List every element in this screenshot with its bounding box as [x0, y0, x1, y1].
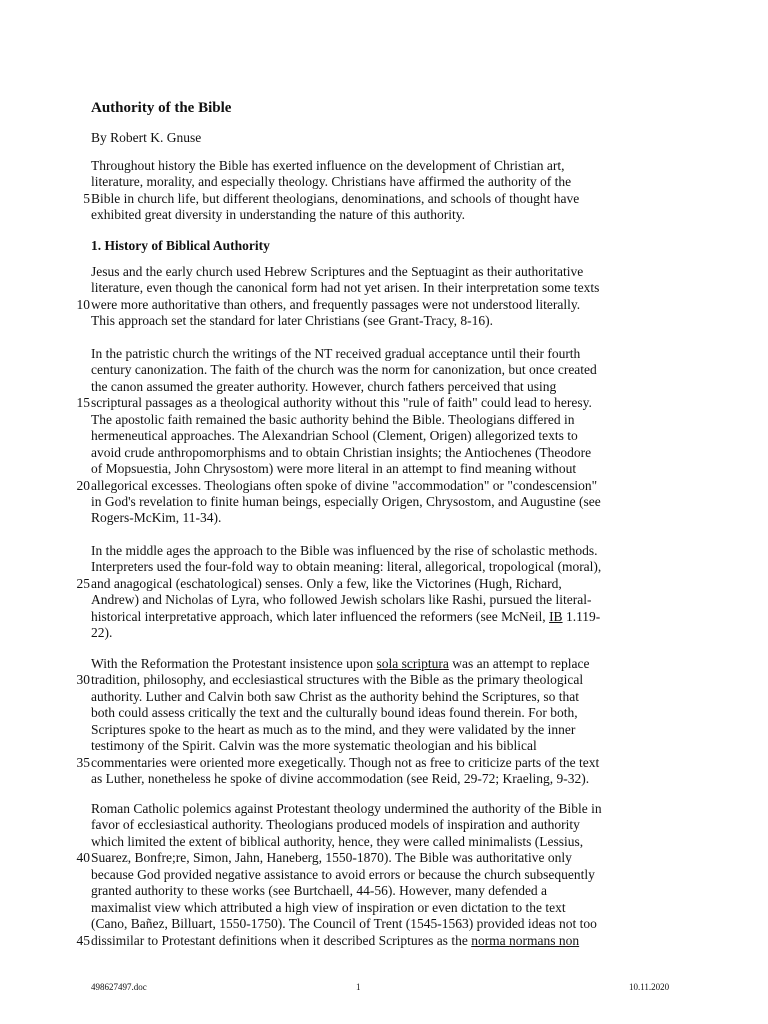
line-text-segment: allegorical excesses. Theologians often spoke of divine "accommodation" or "condescension"	[91, 477, 598, 493]
line-text-segment: in God's revelation to finite human beings, especially Origen, Chrysostom, and Augustine (see	[91, 493, 601, 509]
text-line	[0, 478, 768, 494]
line-text	[91, 510, 221, 526]
line-text	[91, 801, 602, 817]
line-text-segment: and anagogical (eschatological) senses. Only a few, like the Victorines (Hugh, Richard,	[91, 575, 562, 591]
line-text-segment: maximalist view which attributed a high view of inspiration or even dictation to the text	[91, 899, 566, 915]
line-text-segment: commentaries were oriented more exegetically. Though not as free to criticize parts of the text	[91, 754, 600, 770]
text-line	[0, 313, 768, 329]
line-text-segment: authority. Luther and Calvin both saw Christ as the authority behind the Scriptures, so that	[91, 688, 580, 704]
text-line	[0, 379, 768, 395]
paragraph-early-church	[0, 264, 768, 330]
text-line	[0, 559, 768, 575]
line-text-segment: the canon assumed the greater authority. However, church fathers perceived that using	[91, 378, 557, 394]
line-text	[91, 609, 600, 625]
line-text-segment: (Cano, Bañez, Billuart, 1550-1750). The Council of Trent (1545-1563) provided ideas not too	[91, 916, 597, 932]
text-line	[0, 280, 768, 296]
line-text	[91, 738, 537, 754]
line-text-segment: literature, morality, and especially theology. Christians have affirmed the authority of the	[91, 174, 572, 190]
document-title: Authority of the Bible	[91, 100, 232, 116]
text-line	[0, 461, 768, 477]
text-line	[0, 174, 768, 190]
line-text	[91, 191, 579, 207]
text-line	[0, 543, 768, 559]
text-line	[0, 207, 768, 223]
line-text-segment: Bible in church life, but different theologians, denominations, and schools of thought have	[91, 190, 580, 206]
text-line	[0, 801, 768, 817]
line-text-segment: dissimilar to Protestant definitions when it described Scriptures as the	[91, 932, 472, 948]
line-text	[91, 834, 583, 850]
line-text-segment: which limited the extent of biblical authority, hence, they were called minimalists (Lessius,	[91, 833, 584, 849]
line-text-segment: were more authoritative than others, and frequently passages were not understood literally.	[91, 296, 581, 312]
line-text	[91, 280, 599, 296]
line-text	[91, 916, 597, 932]
line-text	[91, 867, 595, 883]
line-text-segment: 1.119-	[562, 608, 601, 624]
text-line	[0, 494, 768, 510]
line-text-segment: In the middle ages the approach to the Bible was influenced by the rise of scholastic methods.	[91, 543, 598, 558]
line-text	[91, 313, 493, 329]
line-text-segment: Roman Catholic polemics against Protestant theology undermined the authority of the Bible in	[91, 801, 602, 816]
text-line	[0, 834, 768, 850]
line-text	[91, 883, 547, 899]
line-text-segment: was an attempt to replace	[448, 656, 590, 671]
text-line	[0, 916, 768, 932]
text-line	[0, 576, 768, 592]
line-text	[91, 771, 589, 787]
line-text-segment: of Mopsuestia, John Chrysostom) were more literal in an attempt to find meaning without	[91, 461, 577, 477]
line-text-segment: This approach set the standard for later Christians (see Grant-Tracy, 8-16).	[91, 313, 494, 329]
line-text-segment: because God provided negative assistance to avoid errors or because the church subsequently	[91, 866, 595, 882]
line-text	[91, 722, 575, 738]
line-text	[91, 362, 597, 378]
line-number: 35	[76, 754, 90, 770]
line-text-segment: granted authority to these works (see Burtchaell, 44-56). However, many defended a	[91, 883, 548, 899]
underlined-term: IB	[549, 608, 563, 624]
text-line	[0, 428, 768, 444]
line-text	[91, 412, 575, 428]
text-line	[0, 933, 768, 949]
text-line	[0, 510, 768, 526]
text-line	[0, 395, 768, 411]
line-text	[91, 689, 579, 705]
text-line	[0, 850, 768, 866]
line-text	[91, 346, 580, 362]
line-text	[91, 297, 580, 313]
text-line	[0, 625, 768, 641]
paragraph-middle-ages	[0, 543, 768, 642]
text-line	[0, 738, 768, 754]
line-text-segment: historical interpretative approach, which later influenced the reformers (see McNeil,	[91, 608, 550, 624]
line-text	[91, 900, 566, 916]
text-line	[0, 705, 768, 721]
line-text	[91, 395, 592, 411]
paragraph-reformation	[0, 656, 768, 788]
underlined-term: sola scriptura	[376, 656, 449, 671]
line-text-segment: scriptural passages as a theological authority without this "rule of faith" could lead to heresy.	[91, 395, 592, 411]
line-text-segment: In the patristic church the writings of the NT received gradual acceptance until their fourth	[91, 346, 581, 361]
footer-page-number: 1	[356, 982, 361, 992]
line-text-segment: literature, even though the canonical form had not yet arisen. In their interpretation some texts	[91, 280, 600, 296]
text-line	[0, 346, 768, 362]
byline: By Robert K. Gnuse	[91, 130, 202, 145]
line-text-segment: hermeneutical approaches. The Alexandrian School (Clement, Origen) allegorized texts to	[91, 428, 578, 444]
line-text	[91, 817, 580, 833]
line-number: 15	[76, 395, 90, 411]
line-text	[91, 672, 583, 688]
text-line	[0, 362, 768, 378]
text-line	[0, 722, 768, 738]
text-line	[0, 771, 768, 787]
line-text	[91, 445, 591, 461]
line-text	[91, 428, 578, 444]
paragraph-patristic	[0, 346, 768, 527]
paragraph-roman-catholic	[0, 801, 768, 949]
line-number: 10	[76, 296, 90, 312]
line-text-segment: Andrew) and Nicholas of Lyra, who followed Jewish scholars like Rashi, pursued the literal-	[91, 592, 592, 608]
section-heading: 1. History of Biblical Authority	[91, 238, 270, 253]
text-line	[0, 867, 768, 883]
text-line	[0, 883, 768, 899]
line-text	[91, 656, 589, 672]
line-text-segment: 22).	[91, 625, 113, 641]
line-text-segment: The apostolic faith remained the basic authority behind the Bible. Theologians differed in	[91, 411, 575, 427]
line-text-segment: avoid crude anthropomorphisms and to obtain Christian insights; the Antiochenes (Theodore	[91, 444, 592, 460]
line-text-segment: Throughout history the Bible has exerted influence on the development of Christian art,	[91, 158, 565, 173]
line-text-segment: Suarez, Bonfre;re, Simon, Jahn, Haneberg, 1550-1870). The Bible was authoritative only	[91, 850, 572, 866]
line-text	[91, 158, 565, 174]
line-text-segment: favor of ecclesiastical authority. Theologians produced models of inspiration and authority	[91, 817, 580, 833]
line-text-segment: tradition, philosophy, and ecclesiastical structures with the Bible as the primary theological	[91, 672, 584, 688]
line-text	[91, 755, 599, 771]
line-number: 30	[76, 672, 90, 688]
line-number: 40	[76, 850, 90, 866]
line-text	[91, 543, 597, 559]
line-text	[91, 850, 572, 866]
line-number: 5	[83, 190, 90, 206]
text-line	[0, 755, 768, 771]
line-text-segment: both could assess critically the text and the culturally bound ideas found therein. For both,	[91, 705, 578, 721]
line-text	[91, 705, 578, 721]
line-text	[91, 379, 556, 395]
line-text-segment: Jesus and the early church used Hebrew Scriptures and the Septuagint as their authoritative	[91, 264, 584, 279]
line-text	[91, 576, 562, 592]
line-text	[91, 559, 601, 575]
text-line	[0, 689, 768, 705]
text-line	[0, 297, 768, 313]
line-text-segment: testimony of the Spirit. Calvin was the more systematic theologian and his biblical	[91, 738, 537, 754]
line-text-segment: Scriptures spoke to the heart as much as to the mind, and they were validated by the inner	[91, 721, 576, 737]
line-text	[91, 494, 601, 510]
text-line	[0, 158, 768, 174]
line-text-segment: With the Reformation the Protestant insistence upon	[91, 656, 377, 671]
line-text	[91, 625, 112, 641]
underlined-term: norma normans non	[471, 932, 580, 948]
text-line	[0, 656, 768, 672]
text-line	[0, 900, 768, 916]
line-text	[91, 264, 583, 280]
footer-filename: 498627497.doc	[91, 982, 147, 992]
line-text	[91, 478, 597, 494]
line-text	[91, 461, 576, 477]
text-line	[0, 817, 768, 833]
footer-date: 10.11.2020	[629, 982, 670, 992]
line-text-segment: as Luther, nonetheless he spoke of divine accommodation (see Reid, 29-72; Kraeling, 9-32).	[91, 771, 590, 787]
paragraph-intro	[0, 158, 768, 224]
line-text	[91, 207, 465, 223]
text-line	[0, 264, 768, 280]
text-line	[0, 609, 768, 625]
line-text	[91, 174, 571, 190]
line-text-segment: exhibited great diversity in understanding the nature of this authority.	[91, 207, 466, 223]
line-number: 45	[76, 932, 90, 948]
line-number: 20	[76, 477, 90, 493]
line-text	[91, 592, 592, 608]
text-line	[0, 445, 768, 461]
text-line	[0, 191, 768, 207]
text-line	[0, 412, 768, 428]
line-text	[91, 933, 579, 949]
text-line	[0, 672, 768, 688]
text-line	[0, 592, 768, 608]
line-text-segment: century canonization. The faith of the church was the norm for canonization, but once created	[91, 362, 597, 378]
line-number: 25	[76, 575, 90, 591]
line-text-segment: Interpreters used the four-fold way to obtain meaning: literal, allegorical, tropological (moral),	[91, 559, 602, 575]
line-text-segment: Rogers-McKim, 11-34).	[91, 510, 222, 526]
